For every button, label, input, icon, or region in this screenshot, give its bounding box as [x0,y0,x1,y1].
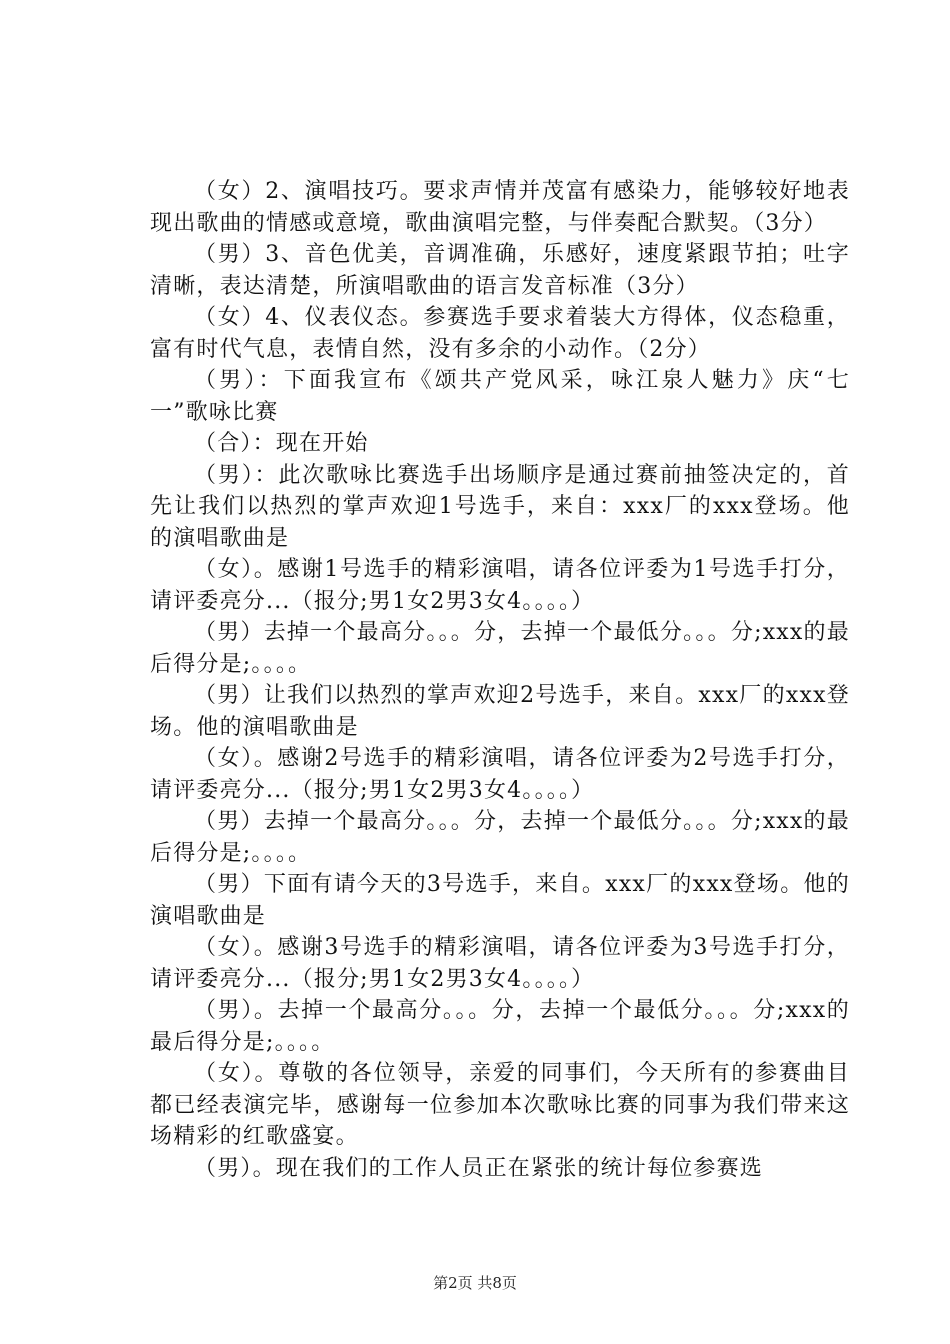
paragraph: （男）去掉一个最高分。。。分，去掉一个最低分。。。分;xxx的最后得分是;。。。。 [150,809,850,866]
page-footer [0,1272,950,1293]
paragraph: （男）：下面我宣布《颂共产党风采，咏江泉人魅力》庆“七一”歌咏比赛 [150,368,850,425]
paragraph: （男）：此次歌咏比赛选手出场顺序是通过赛前抽签决定的，首先让我们以热烈的掌声欢迎1号选手，来自：xxx厂的xxx登场。他的演唱歌曲是 [150,462,850,551]
paragraph: （女）2、演唱技巧。要求声情并茂富有感染力，能够较好地表现出歌曲的情感或意境，歌曲演唱完整，与伴奏配合默契。（3分） [150,179,850,236]
document-body [150,176,850,1184]
paragraph: （女）。感谢3号选手的精彩演唱，请各位评委为3号选手打分，请评委亮分...（报分;男1女2男3女4。。。。） [150,935,850,992]
paragraph: （男）去掉一个最高分。。。分，去掉一个最低分。。。分;xxx的最后得分是;。。。。 [150,620,850,677]
paragraph: （男）。现在我们的工作人员正在紧张的统计每位参赛选 [194,1155,764,1181]
paragraph: （女）4、仪表仪态。参赛选手要求着装大方得体，仪态稳重，富有时代气息，表情自然，没有多余的小动作。（2分） [150,305,850,362]
paragraph: （合）：现在开始 [194,431,369,456]
paragraph: （男）让我们以热烈的掌声欢迎2号选手，来自。xxx厂的xxx登场。他的演唱歌曲是 [150,683,850,740]
paragraph: （女）。感谢1号选手的精彩演唱，请各位评委为1号选手打分，请评委亮分...（报分;男1女2男3女4。。。。） [150,557,850,614]
paragraph: （女）。尊敬的各位领导，亲爱的同事们，今天所有的参赛曲目都已经表演完毕，感谢每一位参加本次歌咏比赛的同事为我们带来这场精彩的红歌盛宴。 [150,1061,850,1149]
page-number-label: 第2页 共8页 [433,1274,517,1292]
paragraph: （女）。感谢2号选手的精彩演唱，请各位评委为2号选手打分，请评委亮分...（报分;男1女2男3女4。。。。） [150,746,850,803]
paragraph: （男）3、音色优美，音调准确，乐感好，速度紧跟节拍；吐字清晰，表达清楚，所演唱歌曲的语言发音标准（3分） [150,242,850,299]
paragraph: （男）。去掉一个最高分。。。分，去掉一个最低分。。。分;xxx的最后得分是;。。。。 [150,998,850,1055]
paragraph: （男）下面有请今天的3号选手，来自。xxx厂的xxx登场。他的演唱歌曲是 [150,872,850,929]
